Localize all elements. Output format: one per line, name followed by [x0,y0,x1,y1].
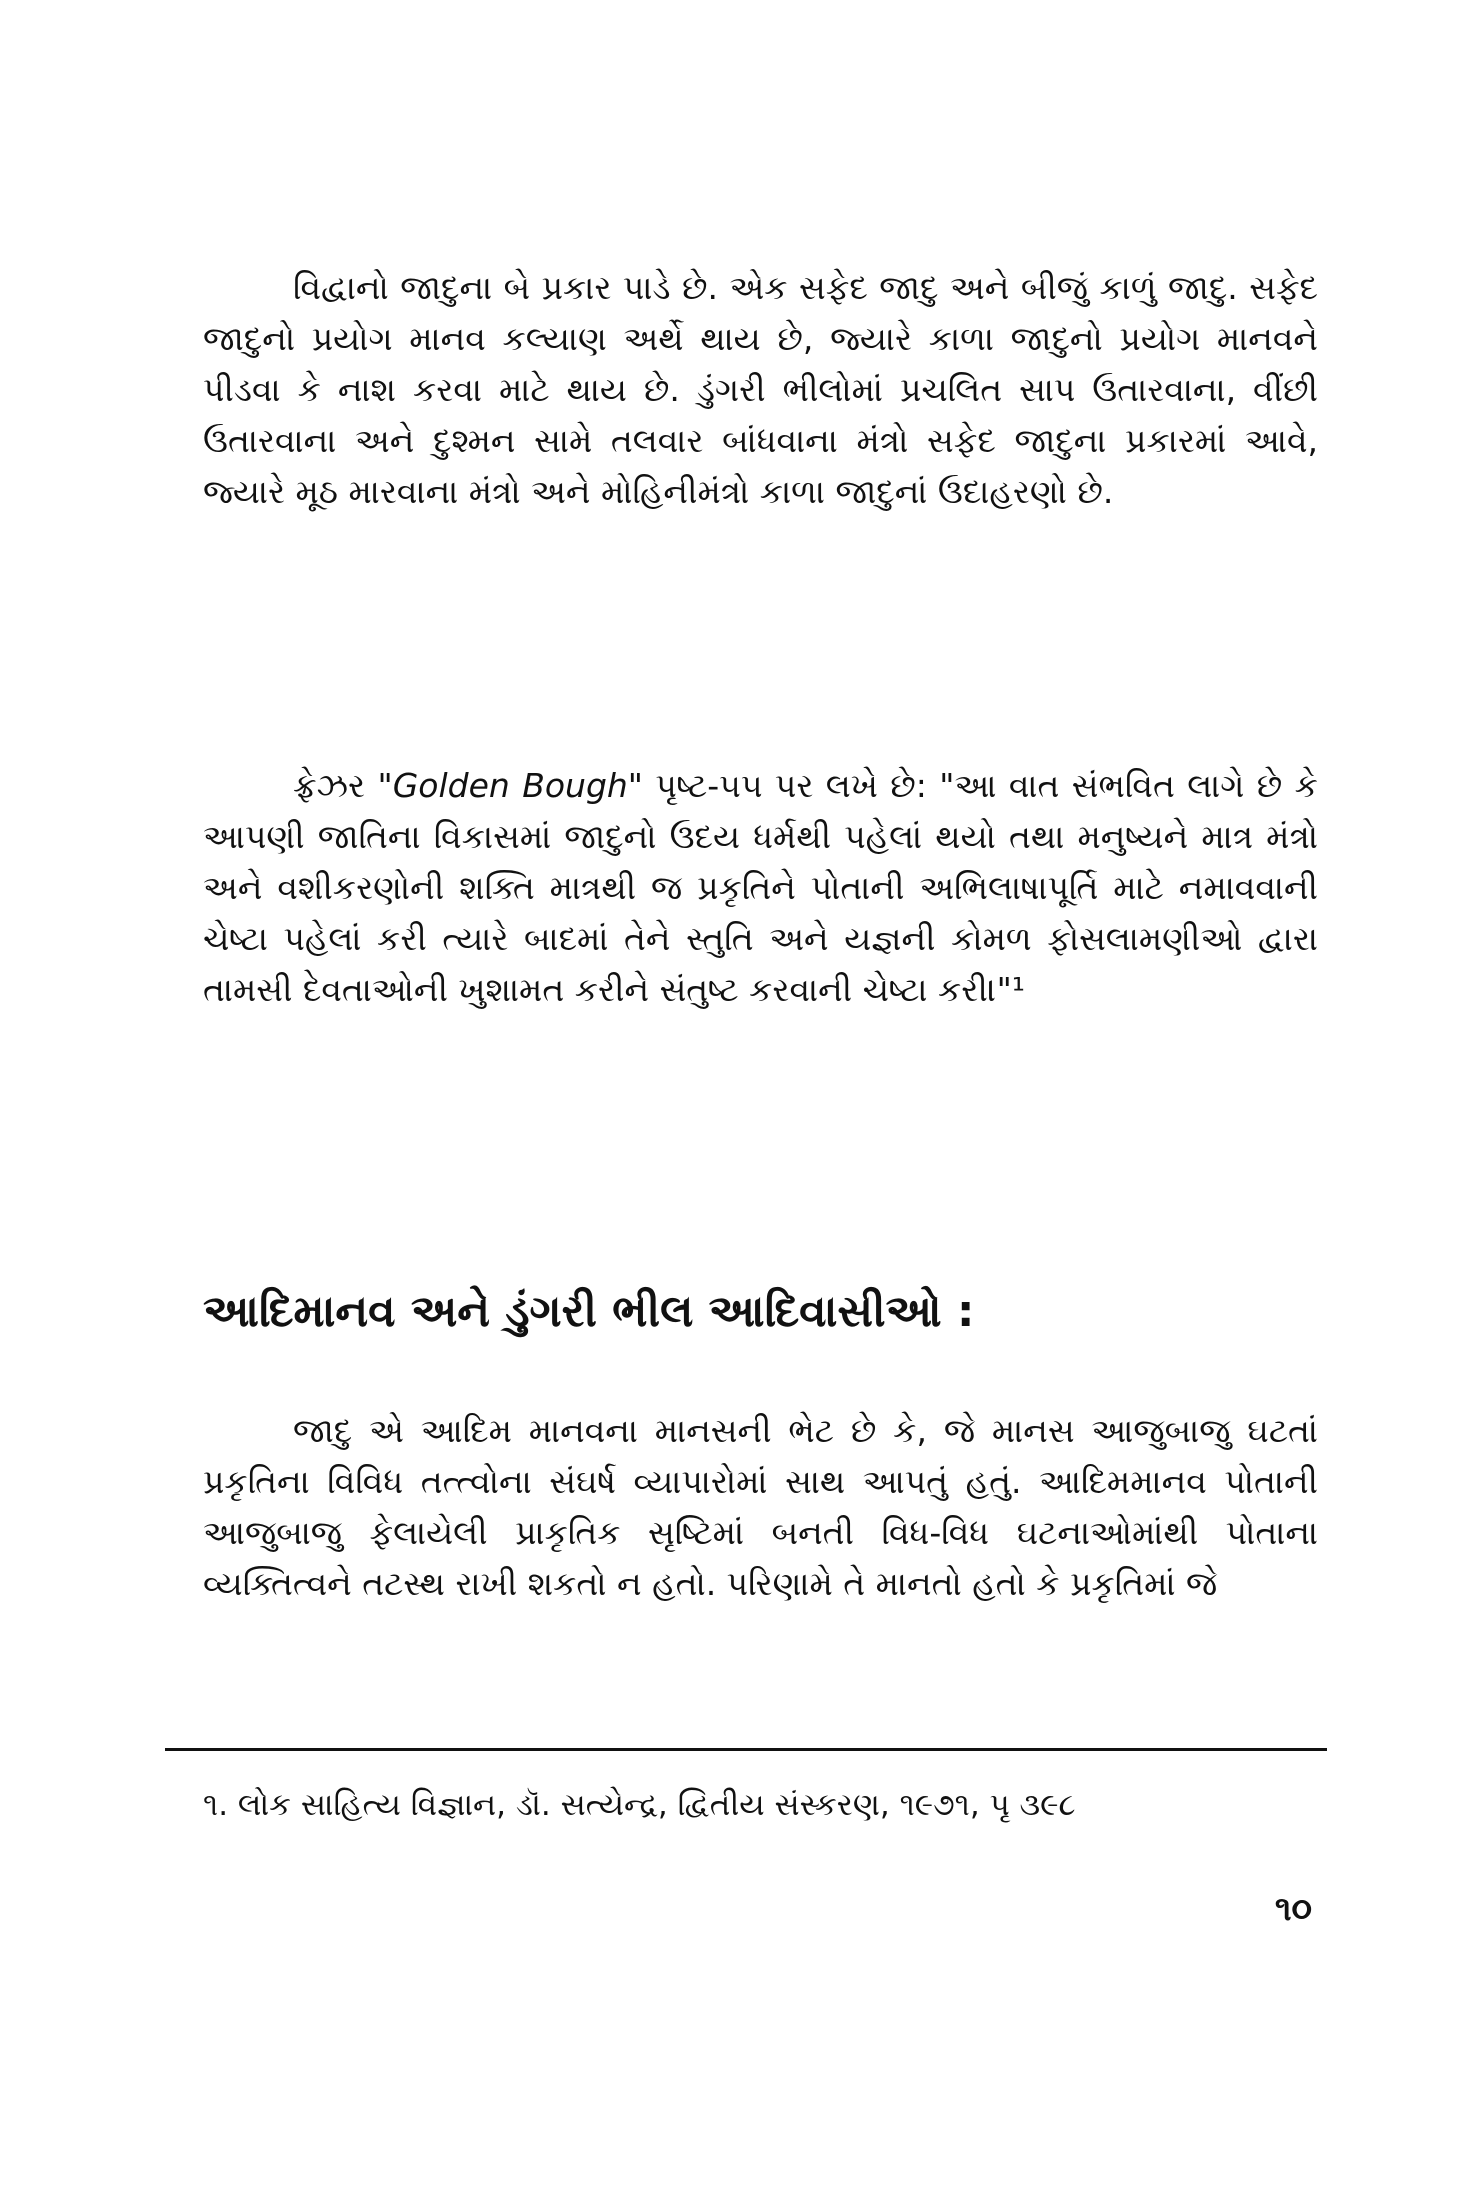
footnote-divider [165,1748,1327,1751]
section-heading: આદિમાનવ અને ડુંગરી ભીલ આદિવાસીઓ : [203,1286,975,1337]
golden-bough-title: "Golden Bough" [377,766,643,805]
footnote: ૧. લોક સાહિત્ય વિજ્ઞાન, ડૉ. સત્યેન્દ્ર, દ્વિતીય સંસ્કરણ, ૧૯૭૧, પૃ ૩૯૮ [203,1787,1076,1823]
frazer-intro-text: ફ્રેઝર [293,766,378,805]
page-number: ૧૦ [1274,1889,1312,1929]
frazer-quote-text: પૃષ્ટ-૫૫ પર લખે છે: "આ વાત સંભવિત લાગે છે કે આપણી જાતિના વિકાસમાં જાદુનો ઉદય ધર્મથી પહેલાં થયો તથા મનુષ્યને માત્ર મંત્રો અને વશીકરણોની શક્તિ માત્રથી જ પ્રકૃતિને પોતાની અભિલાષાપૂર્તિ માટે નમાવવાની ચેષ્ટા પહેલાં કરી ત્યારે બાદમાં તેને સ્તુતિ અને યજ્ઞની કોમળ ફોસલામણીઓ દ્વારા તામસી દેવતાઓની ખુશામત કરીને સંતુષ્ટ કરવાની ચેષ્ટા કરી।"¹ [203,766,1318,1009]
paragraph-primitive-man: જાદુ એ આદિમ માનવના માનસની ભેટ છે કે, જે માનસ આજુબાજુ ઘટતાં પ્રકૃતિના વિવિધ તત્ત્વોના સંઘર્ષ વ્યાપારોમાં સાથ આપતું હતું. આદિમમાનવ પોતાની આજુબાજુ ફેલાયેલી પ્રાકૃતિક સૃષ્ટિમાં બનતી વિધ-વિધ ઘટનાઓમાંથી પોતાના વ્યક્તિત્વને તટસ્થ રાખી શકતો ન હતો. પરિણામે તે માનતો હતો કે પ્રકૃતિમાં જે [203,1411,1318,1603]
paragraph-frazer-quote [203,760,1318,1015]
paragraph-magic-types: વિદ્વાનો જાદુના બે પ્રકાર પાડે છે. એક સફેદ જાદુ અને બીજું કાળું જાદુ. સફેદ જાદુનો પ્રયોગ માનવ કલ્યાણ અર્થે થાય છે, જ્યારે કાળા જાદુનો પ્રયોગ માનવને પીડવા કે નાશ કરવા માટે થાય છે. ડુંગરી ભીલોમાં પ્રચલિત સાપ ઉતારવાના, વીંછી ઉતારવાના અને દુશ્મન સામે તલવાર બાંધવાના મંત્રો સફેદ જાદુના પ્રકારમાં આવે, જ્યારે મૂઠ મારવાના મંત્રો અને મોહિનીમંત્રો કાળા જાદુનાં ઉદાહરણો છે. [203,268,1318,511]
